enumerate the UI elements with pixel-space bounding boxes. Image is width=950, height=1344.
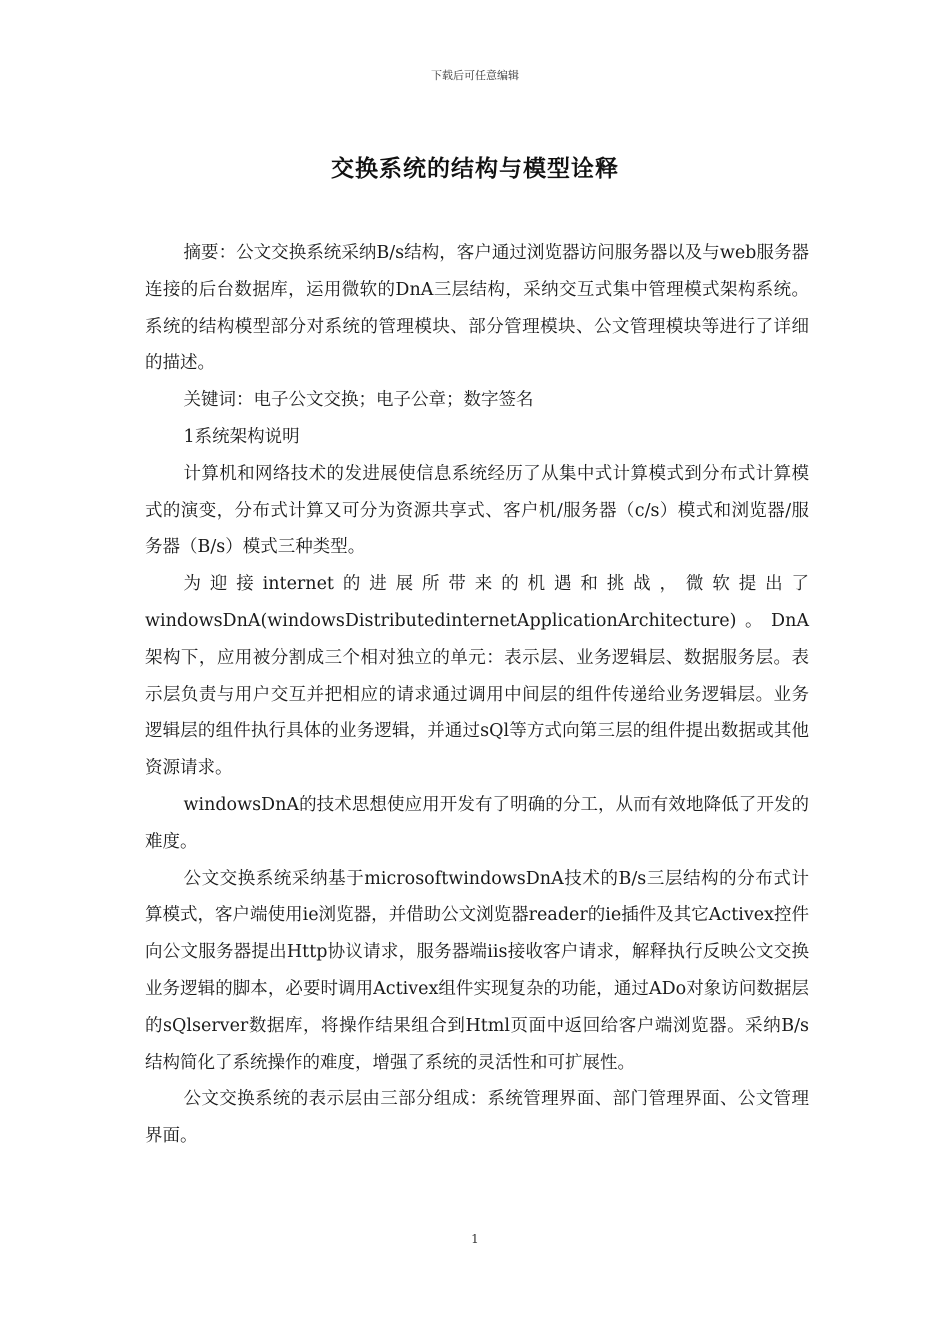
body-paragraph-3: windowsDnA的技术思想使应用开发有了明确的分工，从而有效地降低了开发的难度。 bbox=[145, 794, 809, 852]
header-note: 下载后可任意编辑 bbox=[431, 69, 519, 82]
document-title: 交换系统的结构与模型诠释 bbox=[331, 156, 619, 182]
body-paragraph-1: 计算机和网络技术的发进展使信息系统经历了从集中式计算模式到分布式计算模式的演变，分布式计算又可分为资源共享式、客户机/服务器（c/s）模式和浏览器/服务器（B/s）模式三种类型。 bbox=[145, 463, 809, 558]
page-number: 1 bbox=[471, 1232, 479, 1246]
keywords-paragraph: 关键词：电子公文交换；电子公章；数字签名 bbox=[183, 390, 534, 411]
document-body bbox=[145, 235, 809, 1155]
body-paragraph-2: 为迎接internet的进展所带来的机遇和挑战，微软提出了windowsDnA(windowsDistributedinternetApplicationArchitecture)。DnA架构下，应用被分割成三个相对独立的单元：表示层、业务逻辑层、数据服务层。表示层负责与用户交互并把相应的请求通过调用中间层的组件传递给业务逻辑层。业务逻辑层的组件执行具体的业务逻辑，并通过sQl等方式向第三层的组件提出数据或其他资源请求。 bbox=[145, 574, 809, 779]
body-paragraph-5: 公文交换系统的表示层由三部分组成：系统管理界面、部门管理界面、公文管理界面。 bbox=[145, 1089, 809, 1147]
abstract-paragraph: 摘要：公文交换系统采纳B/s结构，客户通过浏览器访问服务器以及与web服务器连接的后台数据库，运用微软的DnA三层结构，采纳交互式集中管理模式架构系统。系统的结构模型部分对系统的管理模块、部分管理模块、公文管理模块等进行了详细的描述。 bbox=[145, 243, 809, 374]
section-heading: 1系统架构说明 bbox=[183, 426, 300, 447]
body-paragraph-4: 公文交换系统采纳基于microsoftwindowsDnA技术的B/s三层结构的分布式计算模式，客户端使用ie浏览器，并借助公文浏览器reader的ie插件及其它Activex控件向公文服务器提出Http协议请求，服务器端iis接收客户请求，解释执行反映公文交换业务逻辑的脚本，必要时调用Activex组件实现复杂的功能，通过ADo对象访问数据层的sQlserver数据库，将操作结果组合到Html页面中返回给客户端浏览器。采纳B/s结构简化了系统操作的难度，增强了系统的灵活性和可扩展性。 bbox=[145, 868, 809, 1073]
